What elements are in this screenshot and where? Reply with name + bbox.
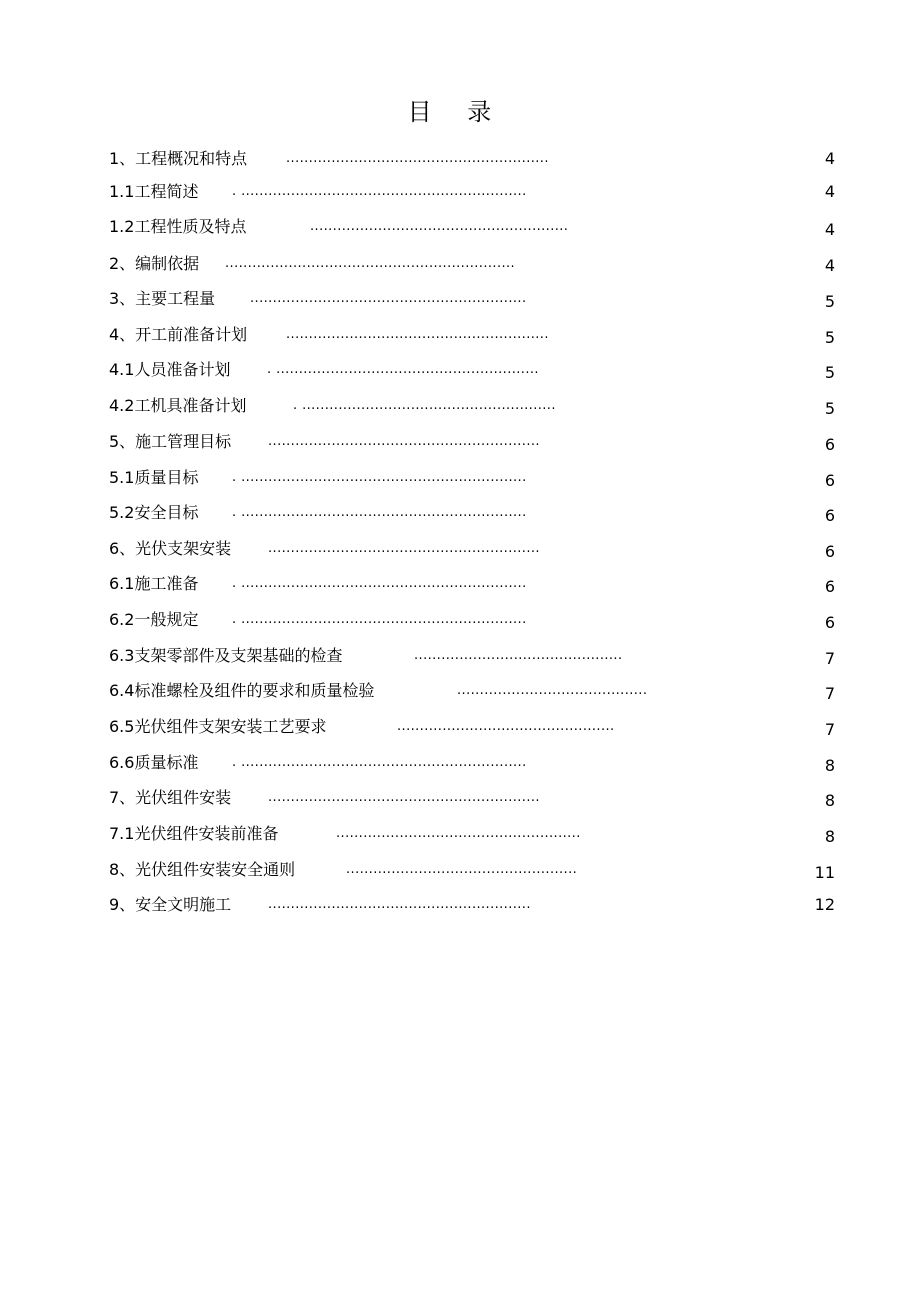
toc-entry-leader: ................................................................ (225, 256, 516, 271)
toc-entry-label: 2、编制依据 (109, 254, 200, 273)
toc-entry-label: 1.1工程简述 (109, 182, 199, 201)
toc-entry (0, 536, 920, 562)
toc-entry (0, 785, 920, 811)
toc-entry-page-number: 5 (824, 292, 835, 311)
toc-entry (0, 357, 920, 383)
toc-entry-leader: ............................................................ (268, 541, 540, 556)
toc-entry (0, 678, 920, 704)
toc-entry-leader: ......................................................... (310, 219, 569, 234)
toc-entry-label: 4.2工机具准备计划 (109, 396, 247, 415)
toc-entry-page-number: 7 (824, 684, 835, 703)
toc-entry-page-number: 5 (824, 363, 835, 382)
toc-entry-page-number: 12 (814, 895, 835, 914)
toc-entry-page-number: 6 (824, 506, 835, 525)
toc-entry-label: 5.1质量目标 (109, 468, 199, 487)
toc-entry-page-number: 4 (824, 182, 835, 201)
toc-entry-leader: .......................................... (457, 683, 648, 698)
toc-entry-leader: . ............................................................... (232, 184, 527, 199)
toc-entry-label: 8、光伏组件安装安全通则 (109, 860, 296, 879)
toc-entry-label: 9、安全文明施工 (109, 895, 232, 914)
toc-entry-label: 6.3支架零部件及支架基础的检查 (109, 646, 343, 665)
toc-entry-label: 3、主要工程量 (109, 289, 216, 308)
toc-entry (0, 465, 920, 491)
toc-entry (0, 500, 920, 526)
toc-entry-page-number: 6 (824, 542, 835, 561)
toc-entry (0, 322, 920, 348)
toc-entry (0, 146, 920, 172)
toc-entry-label: 1、工程概况和特点 (109, 149, 248, 168)
toc-entry-leader: .......................................................... (286, 151, 549, 166)
toc-entry-leader: .......................................................... (268, 897, 531, 912)
toc-entry-page-number: 8 (824, 756, 835, 775)
toc-entry-page-number: 7 (824, 649, 835, 668)
toc-entry-label: 7.1光伏组件安装前准备 (109, 824, 279, 843)
toc-entry-page-number: 7 (824, 720, 835, 739)
toc-entry-leader: ................................................ (397, 719, 615, 734)
toc-entry-leader: ............................................................ (268, 434, 540, 449)
toc-entry (0, 393, 920, 419)
toc-entry (0, 892, 920, 918)
toc-entry-leader: . ............................................................... (232, 755, 527, 770)
toc-entry-page-number: 4 (824, 220, 835, 239)
toc-entry-page-number: 6 (824, 613, 835, 632)
toc-entry-label: 4.1人员准备计划 (109, 360, 231, 379)
toc-entry-leader: . ............................................................... (232, 576, 527, 591)
toc-entry (0, 821, 920, 847)
toc-entry-label: 6.6质量标准 (109, 753, 199, 772)
toc-entry-page-number: 8 (824, 791, 835, 810)
toc-entry-page-number: 5 (824, 399, 835, 418)
toc-entry-leader: ............................................................ (268, 790, 540, 805)
toc-entry (0, 571, 920, 597)
toc-entry (0, 857, 920, 883)
toc-entry-page-number: 4 (824, 149, 835, 168)
toc-entry-label: 6.1施工准备 (109, 574, 199, 593)
toc-entry-leader: .............................................. (414, 648, 623, 663)
toc-entry-leader: . ............................................................... (232, 612, 527, 627)
toc-entry-label: 1.2工程性质及特点 (109, 217, 247, 236)
toc-entry-label: 4、开工前准备计划 (109, 325, 248, 344)
toc-entry-leader: . ........................................................ (293, 398, 556, 413)
toc-entry-page-number: 4 (824, 256, 835, 275)
toc-entry-label: 6.2一般规定 (109, 610, 199, 629)
toc-entry-page-number: 5 (824, 328, 835, 347)
toc-entry-leader: . ............................................................... (232, 470, 527, 485)
toc-entry (0, 429, 920, 455)
toc-entry-label: 5、施工管理目标 (109, 432, 232, 451)
toc-entry-label: 6、光伏支架安装 (109, 539, 232, 558)
toc-entry-page-number: 6 (824, 435, 835, 454)
toc-entry-label: 6.5光伏组件支架安装工艺要求 (109, 717, 327, 736)
toc-entry-page-number: 8 (824, 827, 835, 846)
toc-entry-leader: ...................................................... (336, 826, 581, 841)
toc-entry-leader: .......................................................... (286, 327, 549, 342)
toc-entry (0, 750, 920, 776)
toc-entry-page-number: 11 (814, 863, 835, 882)
toc-entry-page-number: 6 (824, 577, 835, 596)
toc-entry-label: 5.2安全目标 (109, 503, 199, 522)
toc-entry-label: 7、光伏组件安装 (109, 788, 232, 807)
toc-entry (0, 643, 920, 669)
toc-entry (0, 607, 920, 633)
toc-entry-leader: ................................................... (346, 862, 578, 877)
toc-entry-label: 6.4标准螺栓及组件的要求和质量检验 (109, 681, 375, 700)
toc-entry (0, 251, 920, 277)
toc-title: 目 录 (407, 98, 506, 126)
toc-entry-leader: . .......................................................... (267, 362, 539, 377)
toc-entry (0, 214, 920, 240)
toc-entry-leader: . ............................................................... (232, 505, 527, 520)
toc-entry-page-number: 6 (824, 471, 835, 490)
toc-entry (0, 179, 920, 205)
toc-entry-leader: ............................................................. (250, 291, 527, 306)
toc-entry (0, 286, 920, 312)
toc-entry (0, 714, 920, 740)
